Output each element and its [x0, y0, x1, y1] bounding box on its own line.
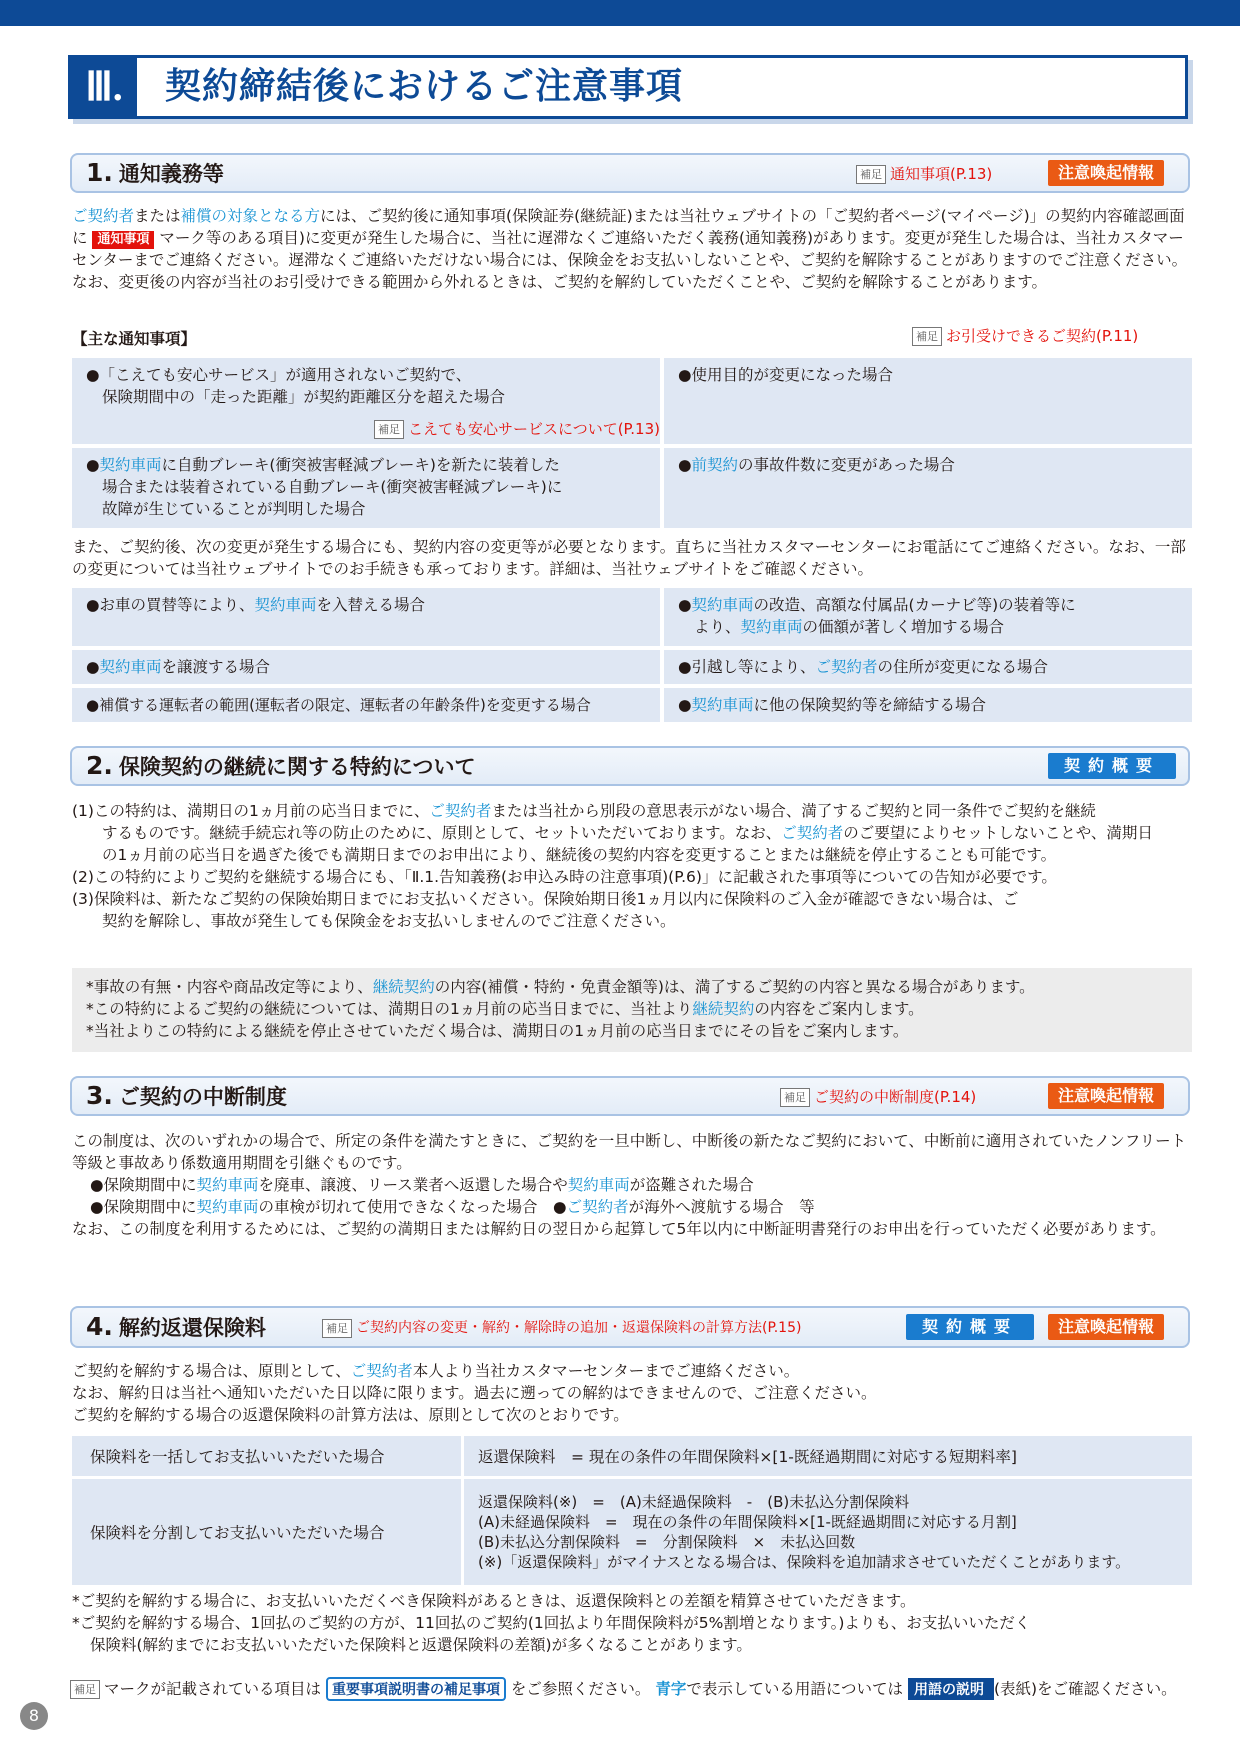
chapter-number: Ⅲ.	[71, 58, 137, 116]
glossary-link[interactable]: 用語の説明	[908, 1678, 994, 1700]
chapter-title: 契約締結後におけるご注意事項	[165, 66, 684, 107]
caution-badge: 注意喚起情報	[1048, 1314, 1164, 1340]
change-item: ●引越し等により、ご契約者の住所が変更になる場合	[664, 650, 1192, 684]
reference-link[interactable]: 補足 こえても安心サービスについて(P.13)	[374, 418, 660, 440]
section-4-body: ご契約を解約する場合は、原則として、ご契約者本人より当社カスタマーセンターまでご連絡ください。 なお、解約日は当社へ通知いただいた日以降に限ります。過去に遡っての解約はできませんので、ご注意ください。 ご契約を解約する場合の返還保険料の計算方法は、原則として次のとおりです。	[72, 1362, 877, 1424]
change-item: ●補償する運転者の範囲(運転者の限定、運転者の年齢条件)を変更する場合	[72, 688, 660, 722]
page-number: 8	[20, 1702, 48, 1730]
section-number: 4.	[86, 1312, 113, 1341]
reference-link[interactable]: 補足 通知事項(P.13)	[856, 163, 992, 184]
section-3-body: この制度は、次のいずれかの場合で、所定の条件を満たすときに、ご契約を一旦中断し、中断後の新たなご契約において、中断前に適用されていたノンフリート等級と事故あり係数適用期間を引継ぐものです。 ●保険期間中に契約車両を廃車、譲渡、リース業者へ返還した場合や契約車両が盗難された場合 ●保険期間中に契約車両の車検が切れて使用できなくなった場合 ●ご契約者が海外へ渡航する場合 等 なお、この制度を利用するためには、ご契約の満期日または解約日の翌日から起算して5年以内に中断証明書発行のお申出を行っていただく必要があります。	[72, 1132, 1187, 1238]
section-1-body: ご契約者または補償の対象となる方には、ご契約後に通知事項(保険証券(継続証)または当社ウェブサイトの「ご契約者ページ(マイページ)」の契約内容確認画面に 通知事項 マーク等のある項目)に変更が発生した場合に、当社に遅滞なくご連絡いただく義務(通知義務)があります。変更が発生した場合は、当社カスタマーセンターまでご連絡ください。遅滞なくご連絡いただけない場合には、保険金をお支払いしないことや、ご契約を解除することがありますのでご注意ください。 なお、変更後の内容が当社のお引受けできる範囲から外れるときは、ご契約を解約していただくことや、ご契約を解除することがあります。	[72, 207, 1188, 291]
top-bar	[0, 0, 1240, 26]
reference-link[interactable]: 補足 ご契約内容の変更・解約・解除時の追加・返還保険料の計算方法(P.15)	[322, 1317, 801, 1338]
footer-note: 補足 マークが記載されている項目は 重要事項説明書の補足事項 をご参照ください。 青字で表示している用語については 用語の説明 (表紙)をご確認ください。	[70, 1677, 1177, 1701]
notice-tag: 通知事項	[92, 231, 154, 249]
caution-badge: 注意喚起情報	[1048, 160, 1164, 186]
section-2-items: (1)この特約は、満期日の1ヵ月前の応当日までに、ご契約者または当社から別段の意思表示がない場合、満了するご契約と同一条件でご契約を継続 するものです。継続手続忘れ等の防止のために、原則として、セットいただいております。なお、ご契約者のご要望によりセットしないことや、満期日 の1ヵ月前の応当日を過ぎた後でも満期日までのお申出により、継続後の契約内容を変更することまたは継続を停止することも可能です。 (2)この特約によりご契約を継続する場合にも、「Ⅱ.1.告知義務(お申込み時の注意事項)(P.6)」に記載された事項等についての告知が必要です。 (3)保険料は、新たなご契約の保険始期日までにお支払いください。保険始期日後1ヵ月以内に保険料のご入金が確認できない場合は、ご 契約を解除し、事故が発生しても保険金をお支払いしませんのでご注意ください。	[72, 802, 1153, 930]
change-item: ●お車の買替等により、契約車両を入替える場合	[72, 588, 660, 646]
table-row	[72, 1436, 1192, 1476]
reference-link[interactable]: 補足 お引受けできるご契約(P.11)	[912, 325, 1138, 346]
chapter-header	[68, 55, 1188, 119]
sub-heading: 【主な通知事項】	[72, 330, 197, 348]
hosoku-icon: 補足	[70, 1680, 100, 1699]
hosoku-icon: 補足	[374, 420, 404, 439]
table-cell-formula: 返還保険料(※) = (A)未経過保険料 - (B)未払込分割保険料 (A)未経過保険料 = 現在の条件の年間保険料×[1-既経過期間に対応する月割] (B)未払込分割保険料 = 分割保険料 × 未払込回数 (※)「返還保険料」がマイナスとなる場合は、保険料を追加請求させていただくことがあります。	[464, 1479, 1192, 1585]
reference-link[interactable]: 補足 ご契約の中断制度(P.14)	[780, 1086, 976, 1107]
section-title: 解約返還保険料	[118, 1316, 266, 1340]
hosoku-icon: 補足	[322, 1319, 352, 1338]
change-item: ●契約車両の改造、高額な付属品(カーナビ等)の装着等に より、契約車両の価額が著しく増加する場合	[664, 588, 1192, 646]
summary-badge: 契約概要	[1048, 753, 1176, 779]
table-cell-formula: 返還保険料 = 現在の条件の年間保険料×[1-既経過期間に対応する短期料率]	[464, 1436, 1192, 1476]
section-2-notes: *事故の有無・内容や商品改定等により、継続契約の内容(補償・特約・免責金額等)は、満了するご契約の内容と異なる場合があります。 *この特約によるご契約の継続については、満期日の1ヵ月前の応当日までに、当社より継続契約の内容をご案内します。 *当社よりこの特約による継続を停止させていただく場合は、満期日の1ヵ月前の応当日までにその旨をご案内します。	[72, 968, 1192, 1052]
table-cell-label: 保険料を一括してお支払いいただいた場合	[72, 1436, 464, 1476]
table-row	[72, 1479, 1192, 1585]
notice-item: ●「こえても安心サービス」が適用されないご契約で、 保険期間中の「走った距離」が契約距離区分を超えた場合 補足 こえても安心サービスについて(P.13)	[72, 358, 660, 444]
term-link[interactable]: 補償の対象となる方	[180, 207, 321, 225]
section-1-body-2: また、ご契約後、次の変更が発生する場合にも、契約内容の変更等が必要となります。直ちに当社カスタマーセンターにお電話にてご連絡ください。なお、一部の変更については当社ウェブサイトでのお手続きも承っております。詳細は、当社ウェブサイトをご確認ください。	[72, 538, 1186, 578]
section-4-header	[70, 1306, 1190, 1348]
section-number: 2.	[86, 751, 113, 780]
section-number: 3.	[86, 1081, 113, 1110]
summary-badge: 契約概要	[906, 1314, 1034, 1340]
change-item: ●契約車両に他の保険契約等を締結する場合	[664, 688, 1192, 722]
refund-calculation-table	[72, 1433, 1192, 1588]
hosoku-icon: 補足	[912, 327, 942, 346]
notice-item: ●使用目的が変更になった場合	[664, 358, 1192, 444]
section-title: 保険契約の継続に関する特約について	[118, 755, 476, 779]
section-title: 通知義務等	[118, 162, 224, 186]
table-cell-label: 保険料を分割してお支払いいただいた場合	[72, 1479, 464, 1585]
notice-item: ●前契約の事故件数に変更があった場合	[664, 448, 1192, 528]
supplement-link[interactable]: 重要事項説明書の補足事項	[326, 1677, 506, 1701]
section-3-header	[70, 1076, 1190, 1116]
hosoku-icon: 補足	[780, 1088, 810, 1107]
section-2-header	[70, 746, 1190, 786]
change-item: ●契約車両を譲渡する場合	[72, 650, 660, 684]
section-number: 1.	[86, 158, 113, 187]
term-link[interactable]: ご契約者	[72, 207, 135, 225]
section-4-notes: *ご契約を解約する場合に、お支払いいただくべき保険料があるときは、返還保険料との差額を精算させていただきます。 *ご契約を解約する場合、1回払のご契約の方が、11回払のご契約(1回払より年間保険料が5%割増となります。)よりも、お支払いいただく 保険料(解約までにお支払いいただいた保険料と返還保険料の差額)が多くなることがあります。	[72, 1592, 1031, 1654]
hosoku-icon: 補足	[856, 165, 886, 184]
caution-badge: 注意喚起情報	[1048, 1083, 1164, 1109]
section-1-header	[70, 153, 1190, 193]
notice-item: ●契約車両に自動ブレーキ(衝突被害軽減ブレーキ)を新たに装着した 場合または装着されている自動ブレーキ(衝突被害軽減ブレーキ)に 故障が生じていることが判明した場合	[72, 448, 660, 528]
section-title: ご契約の中断制度	[118, 1085, 287, 1109]
